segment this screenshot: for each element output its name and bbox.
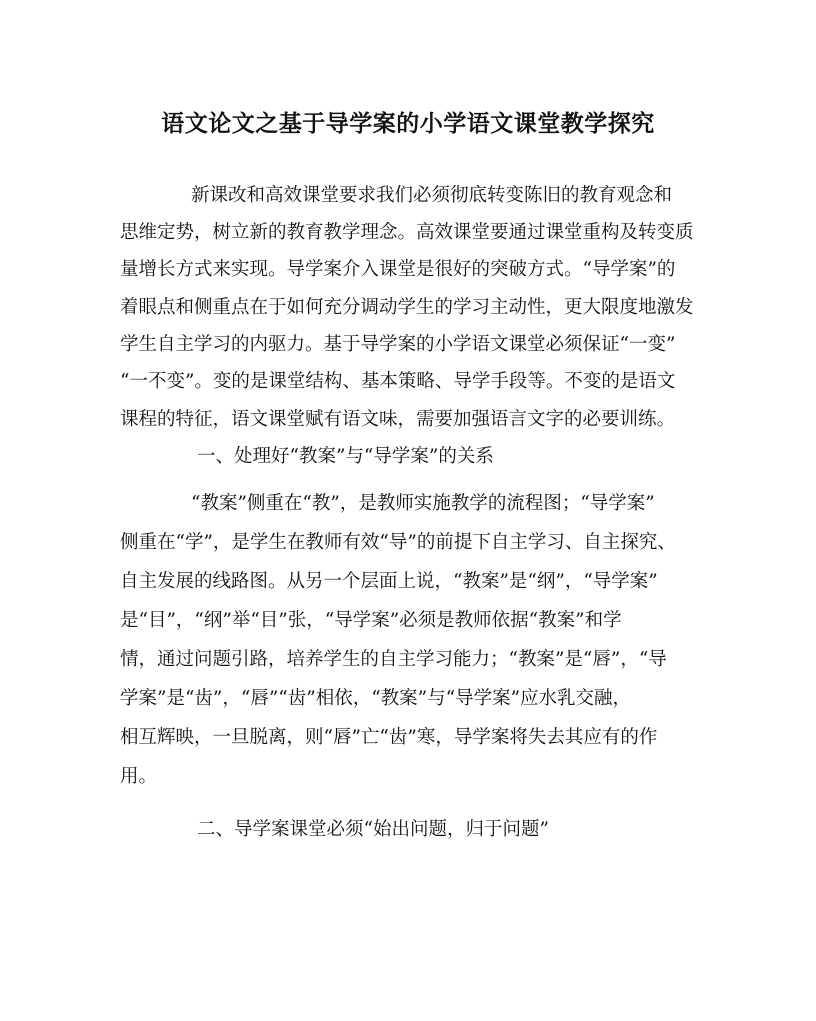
section-heading-2: 二、导学案课堂必须“始出问题，归于问题”	[197, 819, 549, 840]
paragraph-1-line: 学生自主学习的内驱力。基于导学案的小学语文课堂必须保证“一变”	[120, 334, 676, 355]
paragraph-1-line: 思维定势，树立新的教育教学理念。高效课堂要通过课堂重构及转变质	[120, 222, 694, 243]
paragraph-2-line: 自主发展的线路图。从另一个层面上说，“教案”是“纲”，“导学案”	[120, 571, 658, 592]
paragraph-2-line: 相互辉映，一旦脱离，则“唇”亡“齿”寒，导学案将失去其应有的作	[120, 727, 658, 748]
paragraph-1-line: 着眼点和侧重点在于如何充分调动学生的学习主动性，更大限度地激发	[120, 297, 694, 318]
paragraph-2-line: “教案”侧重在“教”，是教师实施教学的流程图；“导学案”	[191, 493, 655, 514]
paragraph-1-line: 课程的特征，语文课堂赋有语文味，需要加强语言文字的必要训练。	[120, 409, 676, 430]
paragraph-2-line: 学案”是“齿”，“唇”“齿”相依，“教案”与“导学案”应水乳交融，	[120, 688, 632, 709]
document-title: 语文论文之基于导学案的小学语文课堂教学探究	[161, 110, 655, 137]
paragraph-1-line: 新课改和高效课堂要求我们必须彻底转变陈旧的教育观念和	[191, 185, 673, 206]
paragraph-1-line: 量增长方式来实现。导学案介入课堂是很好的突破方式。“导学案”的	[120, 259, 676, 280]
section-heading-1: 一、处理好“教案”与“导学案”的关系	[197, 446, 494, 467]
paragraph-1-line: “一不变”。变的是课堂结构、基本策略、导学手段等。不变的是语文	[120, 371, 676, 392]
paragraph-2-line: 用。	[120, 766, 158, 787]
paragraph-2-line: 情，通过问题引路，培养学生的自主学习能力；“教案”是“唇”，“导	[120, 649, 667, 670]
paragraph-2-line: 是“目”，“纲”举“目”张，“导学案”必须是教师依据“教案”和学	[120, 610, 622, 631]
paragraph-2-line: 侧重在“学”，是学生在教师有效“导”的前提下自主学习、自主探究、	[120, 532, 676, 553]
